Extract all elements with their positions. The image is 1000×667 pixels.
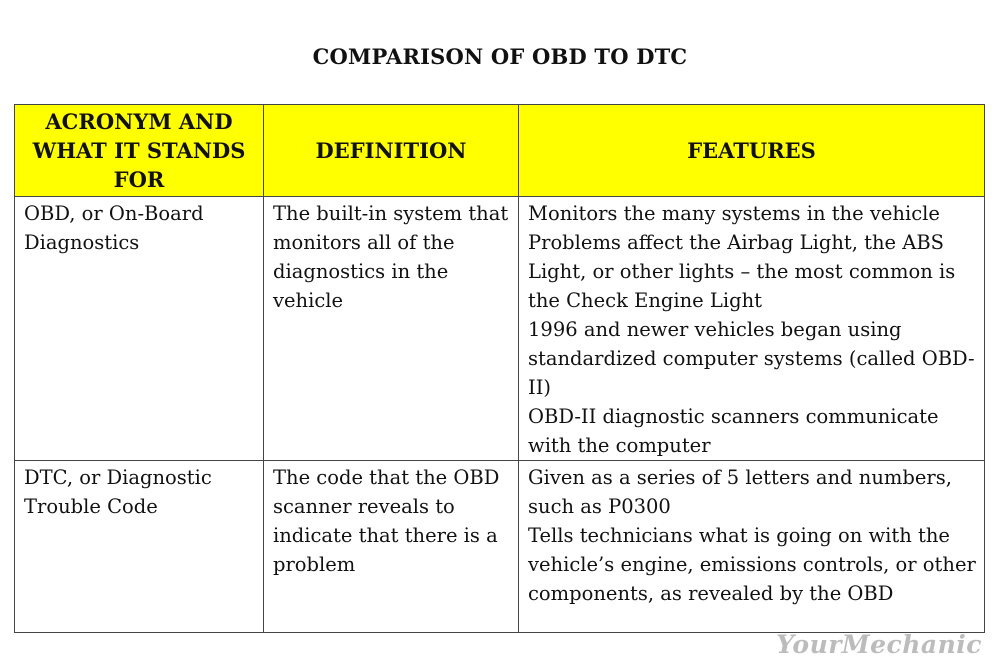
column-header-definition: DEFINITION (264, 105, 519, 197)
table-header-row (15, 105, 985, 197)
feature-item: Monitors the many systems in the vehicle (528, 202, 940, 225)
page-title: COMPARISON OF OBD TO DTC (312, 44, 688, 69)
features-cell (519, 197, 985, 461)
feature-item: Problems affect the Airbag Light, the ABS Light, or other lights – the most common is the Check Engine Light (528, 231, 956, 312)
feature-item: OBD-II diagnostic scanners communicate with the computer (528, 405, 939, 457)
column-header-features: FEATURES (519, 105, 985, 197)
feature-item: 1996 and newer vehicles began using standardized computer systems (called OBD-II) (528, 318, 975, 399)
comparison-table (14, 104, 985, 633)
feature-item: Tells technicians what is going on with the vehicle’s engine, emissions controls, or other components, as revealed by the OBD (528, 524, 976, 605)
table-row-dtc (15, 461, 985, 633)
table-row-obd (15, 197, 985, 461)
definition-cell: The code that the OBD scanner reveals to indicate that there is a problem (264, 461, 519, 633)
acronym-cell: OBD, or On-Board Diagnostics (15, 197, 264, 461)
yourmechanic-watermark-logo: YourMechanic (776, 630, 982, 659)
definition-cell: The built-in system that monitors all of the diagnostics in the vehicle (264, 197, 519, 461)
column-header-acronym: ACRONYM AND WHAT IT STANDS FOR (15, 105, 264, 197)
features-cell (519, 461, 985, 633)
acronym-cell: DTC, or Diagnostic Trouble Code (15, 461, 264, 633)
feature-item: Given as a series of 5 letters and numbers, such as P0300 (528, 466, 952, 518)
